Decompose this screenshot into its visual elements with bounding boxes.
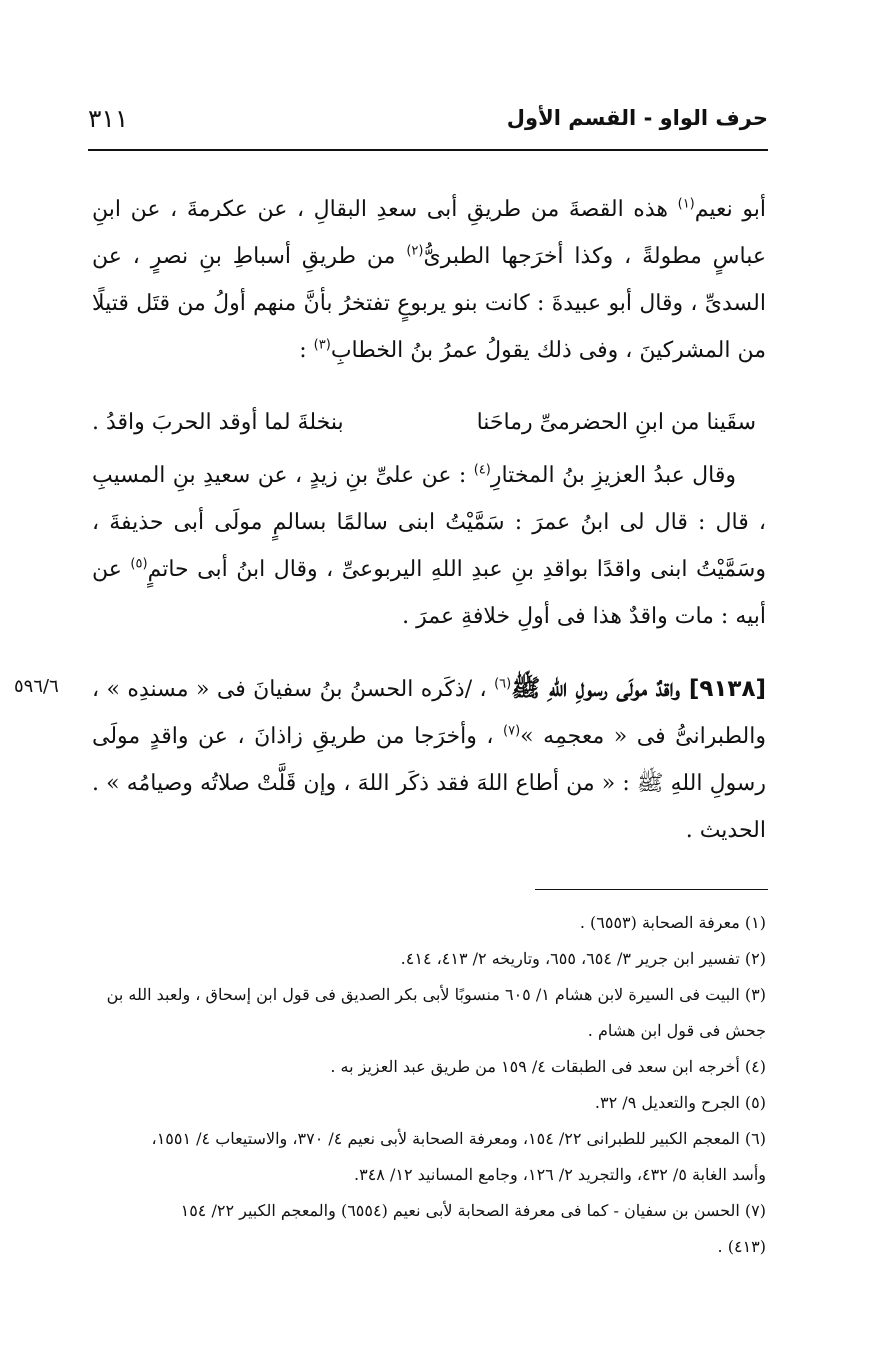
text: وقال عبدُ العزيزِ بنُ المختارِ: [490, 463, 737, 488]
verse-first-hemistich: سقَينا من ابنِ الحضرمىِّ رماحَنا: [476, 410, 756, 435]
text: من طريقِ أسباطِ بنِ نصرٍ ، عن السدىِّ ، وقال أبو عبيدةَ : كانت بنو يربوعٍ تفتخرُ بأنَّ منهم أولُ من قتَل قتيلًا من المشركينَ ، وفى ذلك يقولُ عمرُ بنُ الخطابِ: [92, 244, 766, 363]
page-number: ٣١١: [88, 104, 129, 133]
footnote-ref-6[interactable]: (٦): [494, 676, 512, 692]
footnote-ref-3[interactable]: (٣): [313, 337, 331, 353]
footnote-ref-1[interactable]: (١): [677, 196, 695, 212]
text: ، /ذكَره الحسنُ بنُ سفيانَ فى « مسندِه » ، والطبرانىُّ فى « معجمِه »: [92, 677, 766, 749]
paragraph-2: [92, 452, 766, 640]
text: :: [299, 338, 314, 363]
footnote-7-continued: (٤١٣) .: [717, 1237, 766, 1256]
footnote-4: (٤) أخرجه ابن سعد فى الطبقات ٤/ ١٥٩ من طريق عبد العزيز به .: [330, 1057, 766, 1076]
text: هذه القصةَ من طريقِ أبى سعدِ البقالِ ، عن عكرمةَ ، عن ابنِ عباسٍ مطولةً ، وكذا أخرَجها الطبرىُّ: [92, 197, 766, 269]
footnote-2: (٢) تفسير ابن جرير ٣/ ٦٥٤، ٦٥٥، وتاريخه ٢/ ٤١٣، ٤١٤.: [400, 949, 766, 968]
running-title: حرف الواو - القسم الأول: [506, 106, 768, 130]
text: عن أبيه : مات واقدٌ هذا فى أولِ خلافةِ عمرَ .: [92, 557, 766, 629]
footnote-3-continued: جحش فى قول ابن هشام .: [587, 1021, 766, 1040]
footnote-5: (٥) الجرح والتعديل ٩/ ٣٢.: [594, 1093, 766, 1112]
footnote-6-continued: وأسد الغابة ٥/ ٤٣٢، والتجريد ٢/ ١٢٦، وجامع المسانيد ١٢/ ٣٤٨.: [354, 1165, 766, 1184]
footnote-7: (٧) الحسن بن سفيان - كما فى معرفة الصحابة لأبى نعيم (٦٥٥٤) والمعجم الكبير ٢٢/ ١٥٤: [180, 1201, 766, 1220]
paragraph-1: [92, 186, 766, 374]
footnote-1: (١) معرفة الصحابة (٦٥٥٣) .: [579, 913, 766, 932]
page-header: [88, 100, 768, 140]
poetry-verse: [92, 402, 766, 450]
footnote-rule: [535, 889, 768, 890]
entry-heading: واقدٌ مولَى رسولِ اللهِ ﷺ: [511, 673, 689, 702]
footnote-6: (٦) المعجم الكبير للطبرانى ٢٢/ ١٥٤، ومعرفة الصحابة لأبى نعيم ٤/ ٣٧٠، والاستيعاب ٤/ ١٥٥١،: [151, 1129, 766, 1148]
margin-reference: ٥٩٦/٦: [14, 676, 59, 697]
footnote-ref-5[interactable]: (٥): [130, 556, 148, 572]
footnote-3: (٣) البيت فى السيرة لابن هشام ١/ ٦٠٥ منسوبًا لأبى بكر الصديق فى قول ابن إسحاق ، ولعبد الله بن: [106, 985, 766, 1004]
text: أبو نعيم: [694, 197, 766, 222]
footnote-ref-7[interactable]: (٧): [503, 723, 521, 739]
entry-number: [٩١٣٨]: [688, 676, 766, 702]
text: ، وأخرَجا من طريقِ زاذانَ ، عن واقدٍ مولَى رسولِ اللهِ ﷺ : « من أطاع اللهَ فقد ذكَر اللهَ ، وإن قَلَّتْ صلاتُه وصيامُه » . الحديث .: [92, 724, 766, 843]
verse-second-hemistich: بنخلةَ لما أوقد الحربَ واقدُ .: [92, 410, 344, 435]
text: : عن علىِّ بنِ زيدٍ ، عن سعيدِ بنِ المسيبِ ، قال : قال لى ابنُ عمرَ : سَمَّيْتُ ابنى سالمًا بسالمٍ مولَى أبى حذيفةَ ، وسَمَّيْتُ ابنى واقدًا بواقدِ بنِ عبدِ اللهِ اليربوعىِّ ، وقال ابنُ أبى حاتمٍ: [92, 463, 766, 582]
footnote-ref-4[interactable]: (٤): [473, 462, 491, 478]
entry-9138: [92, 664, 766, 854]
footnotes: [92, 905, 766, 1265]
footnote-ref-2[interactable]: (٢): [406, 243, 424, 259]
header-rule: [88, 149, 768, 151]
